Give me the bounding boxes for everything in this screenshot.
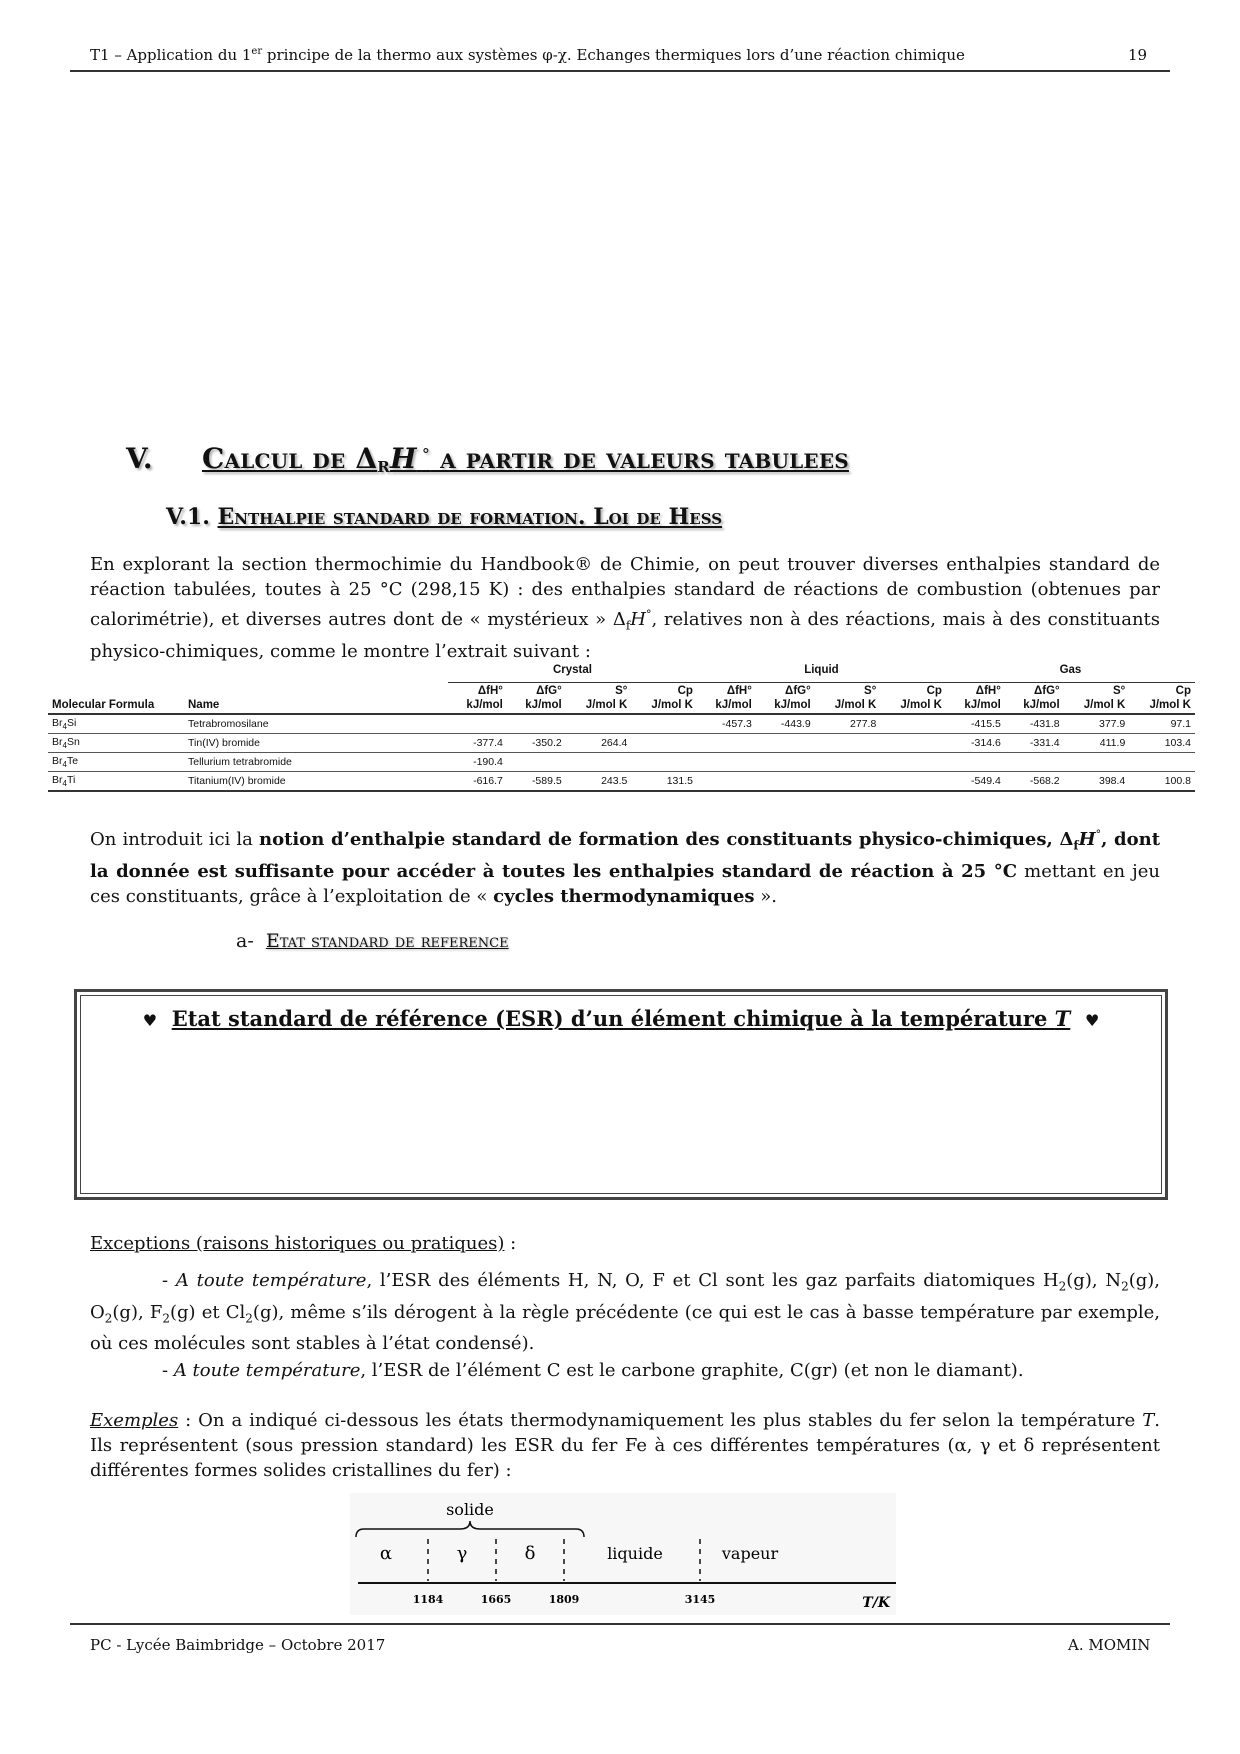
value-cell: -431.8 xyxy=(1029,718,1060,730)
transition-temperature-label: 3145 xyxy=(684,1593,716,1606)
value-cell: 377.9 xyxy=(1099,718,1126,730)
col-crystal-cp: Cp J/mol K xyxy=(651,685,693,711)
value-cell xyxy=(756,772,815,792)
value-cell xyxy=(815,753,881,772)
value-cell: -549.4 xyxy=(971,775,1001,787)
footer-author: A. MOMIN xyxy=(1068,1636,1151,1654)
group-gas: Gas xyxy=(946,663,1195,683)
value-cell xyxy=(566,714,632,734)
section-number: V. xyxy=(126,442,153,475)
name-cell: Tin(IV) bromide xyxy=(188,737,260,749)
exception-item-1: - A toute température, l’ESR des éléments H, N, O, F et Cl sont les gaz parfaits diatomiques $H_2(g)$, $N_2(g)$, $O_2(g)$, $F_2(g)$ et $Cl_2(g)$, même s’ils dérogent à la règle précédente (ce qui est le cas à basse température par exemple, où ces molécules sont stables à l’état condensé). xyxy=(90,1270,1161,1355)
name-cell: Tellurium tetrabromide xyxy=(188,756,292,768)
col-liquid-s: S° J/mol K xyxy=(834,685,877,711)
exception-item-2: - A toute température, l’ESR de l’élément C est le carbone graphite, C(gr) (et non le diamant). xyxy=(162,1360,1024,1381)
heart-icon: ♥ xyxy=(1084,1011,1100,1030)
definition-box xyxy=(74,989,1168,1200)
value-cell xyxy=(815,734,881,753)
value-cell xyxy=(880,714,946,734)
value-cell xyxy=(448,714,507,734)
value-cell xyxy=(1129,753,1195,772)
value-cell xyxy=(880,734,946,753)
phase-label: α xyxy=(379,1543,393,1564)
table-row xyxy=(48,753,1195,772)
value-cell xyxy=(631,714,697,734)
value-cell: -443.9 xyxy=(780,718,811,730)
formula-cell: $Br_4Ti$ xyxy=(52,773,76,789)
value-cell xyxy=(815,772,881,792)
value-cell xyxy=(507,714,566,734)
phase-label: liquide xyxy=(607,1544,663,1563)
solid-brace xyxy=(356,1521,584,1537)
phase-label: vapeur xyxy=(721,1544,779,1563)
value-cell xyxy=(1064,753,1130,772)
subsection-title: Enthalpie standard de formation. Loi de Hess xyxy=(217,504,723,530)
page-header-title: T1 – Application du 1er principe de la thermo aux systèmes φ-χ. Echanges thermiques lors d’une réaction chimique xyxy=(90,46,965,64)
value-cell: -314.6 xyxy=(971,737,1001,749)
value-cell xyxy=(880,753,946,772)
formula-cell: $Br_4Te$ xyxy=(52,754,79,770)
col-molecular-formula: Molecular Formula xyxy=(52,699,155,711)
value-cell: 100.8 xyxy=(1164,775,1191,787)
formula-cell: $Br_4Si$ xyxy=(52,716,77,732)
value-cell xyxy=(631,734,697,753)
thermochemistry-table xyxy=(48,663,1195,792)
value-cell: 97.1 xyxy=(1170,718,1191,730)
phase-diagram-svg xyxy=(350,1493,896,1615)
value-cell: -190.4 xyxy=(473,756,503,768)
col-gas-cp: Cp J/mol K xyxy=(1149,685,1191,711)
col-gas-dfg: ΔfG° kJ/mol xyxy=(1023,685,1060,711)
col-liquid-dfh: ΔfH° kJ/mol xyxy=(715,685,752,711)
value-cell: -616.7 xyxy=(473,775,503,787)
col-liquid-cp: Cp J/mol K xyxy=(900,685,942,711)
formula-cell: $Br_4Sn$ xyxy=(52,735,80,751)
section-title: Calcul de ΔRH ° a partir de valeurs tabulees xyxy=(202,442,849,476)
value-cell: -415.5 xyxy=(971,718,1001,730)
value-cell xyxy=(756,753,815,772)
definition-title: ♥ Etat standard de référence (ESR) d’un élément chimique à la température T ♥ xyxy=(142,1006,1100,1031)
group-liquid: Liquid xyxy=(697,663,946,683)
col-crystal-dfh: ΔfH° kJ/mol xyxy=(466,685,503,711)
formation-enthalpy-paragraph: On introduit ici la notion d’enthalpie standard de formation des constituants physico-chimiques, $\Delta_fH^\circ$, dont la donnée est suffisante pour accéder à toutes les enthalpies standard de réaction à 25 °C mettant en jeu ces constituants, grâce à l’exploitation de « cycles thermodynamiques ». xyxy=(90,828,1161,907)
phase-label: γ xyxy=(456,1543,468,1564)
iron-phase-diagram xyxy=(350,1493,896,1615)
transition-temperature-label: 1184 xyxy=(412,1593,444,1606)
value-cell: -350.2 xyxy=(531,737,562,749)
subsection-heading xyxy=(166,504,722,530)
transition-temperature-label: 1809 xyxy=(548,1593,580,1606)
group-crystal: Crystal xyxy=(448,663,697,683)
heart-icon: ♥ xyxy=(142,1011,158,1030)
examples-paragraph: Exemples : On a indiqué ci-dessous les états thermodynamiquement les plus stables du fer selon la température T. Ils représentent (sous pression standard) les ESR du fer Fe à ces différentes températures (α, γ et δ représentent différentes formes solides cristallines du fer) : xyxy=(90,1410,1160,1481)
solid-label: solide xyxy=(446,1500,494,1519)
phase-label: δ xyxy=(524,1543,536,1564)
value-cell xyxy=(697,753,756,772)
col-liquid-dfg: ΔfG° kJ/mol xyxy=(774,685,811,711)
value-cell xyxy=(697,772,756,792)
sub-heading-a: a- Etat standard de reference xyxy=(236,930,509,952)
value-cell: -589.5 xyxy=(531,775,562,787)
value-cell xyxy=(1005,753,1064,772)
table-body xyxy=(48,714,1195,791)
value-cell: -377.4 xyxy=(473,737,503,749)
footer-left: PC - Lycée Baimbridge – Octobre 2017 xyxy=(90,1636,386,1654)
exceptions-title: Exceptions (raisons historiques ou pratiques) : xyxy=(90,1233,517,1254)
table-row xyxy=(48,734,1195,753)
header-divider xyxy=(70,70,1170,72)
intro-paragraph: En explorant la section thermochimie du Handbook® de Chimie, on peut trouver diverses enthalpies standard de réaction tabulées, toutes à 25 °C (298,15 K) : des enthalpies standard de réactions de combustion (obtenues par calorimétrie), et diverses autres dont de « mystérieux » $\Delta_fH^\circ$, relatives non à des réactions, mais à des constituants physico-chimiques, comme le montre l’extrait suivant : xyxy=(90,554,1161,662)
value-cell: -568.2 xyxy=(1029,775,1060,787)
value-cell xyxy=(756,734,815,753)
transition-temperature-label: 1665 xyxy=(480,1593,512,1606)
value-cell xyxy=(566,753,632,772)
name-cell: Tetrabromosilane xyxy=(188,718,269,730)
axis-label: T/K xyxy=(862,1595,890,1611)
value-cell xyxy=(631,753,697,772)
value-cell: 103.4 xyxy=(1164,737,1191,749)
table-row xyxy=(48,714,1195,734)
value-cell: 398.4 xyxy=(1099,775,1126,787)
subsection-number: V.1. xyxy=(166,504,210,530)
col-crystal-dfg: ΔfG° kJ/mol xyxy=(525,685,562,711)
section-heading xyxy=(126,442,849,476)
col-crystal-s: S° J/mol K xyxy=(585,685,628,711)
value-cell: 131.5 xyxy=(666,775,693,787)
value-cell xyxy=(880,772,946,792)
col-gas-dfh: ΔfH° kJ/mol xyxy=(964,685,1001,711)
value-cell xyxy=(507,753,566,772)
col-name: Name xyxy=(188,699,220,711)
value-cell: -457.3 xyxy=(722,718,752,730)
table-row xyxy=(48,772,1195,792)
value-cell xyxy=(697,734,756,753)
phase-labels xyxy=(380,1543,779,1564)
value-cell: 243.5 xyxy=(601,775,628,787)
value-cell: 411.9 xyxy=(1099,737,1126,749)
value-cell: 264.4 xyxy=(601,737,628,749)
value-cell: -331.4 xyxy=(1029,737,1060,749)
col-gas-s: S° J/mol K xyxy=(1083,685,1126,711)
footer-divider xyxy=(70,1623,1170,1625)
value-cell: 277.8 xyxy=(850,718,877,730)
value-cell xyxy=(946,753,1005,772)
name-cell: Titanium(IV) bromide xyxy=(188,775,286,787)
page-number: 19 xyxy=(1128,46,1148,64)
